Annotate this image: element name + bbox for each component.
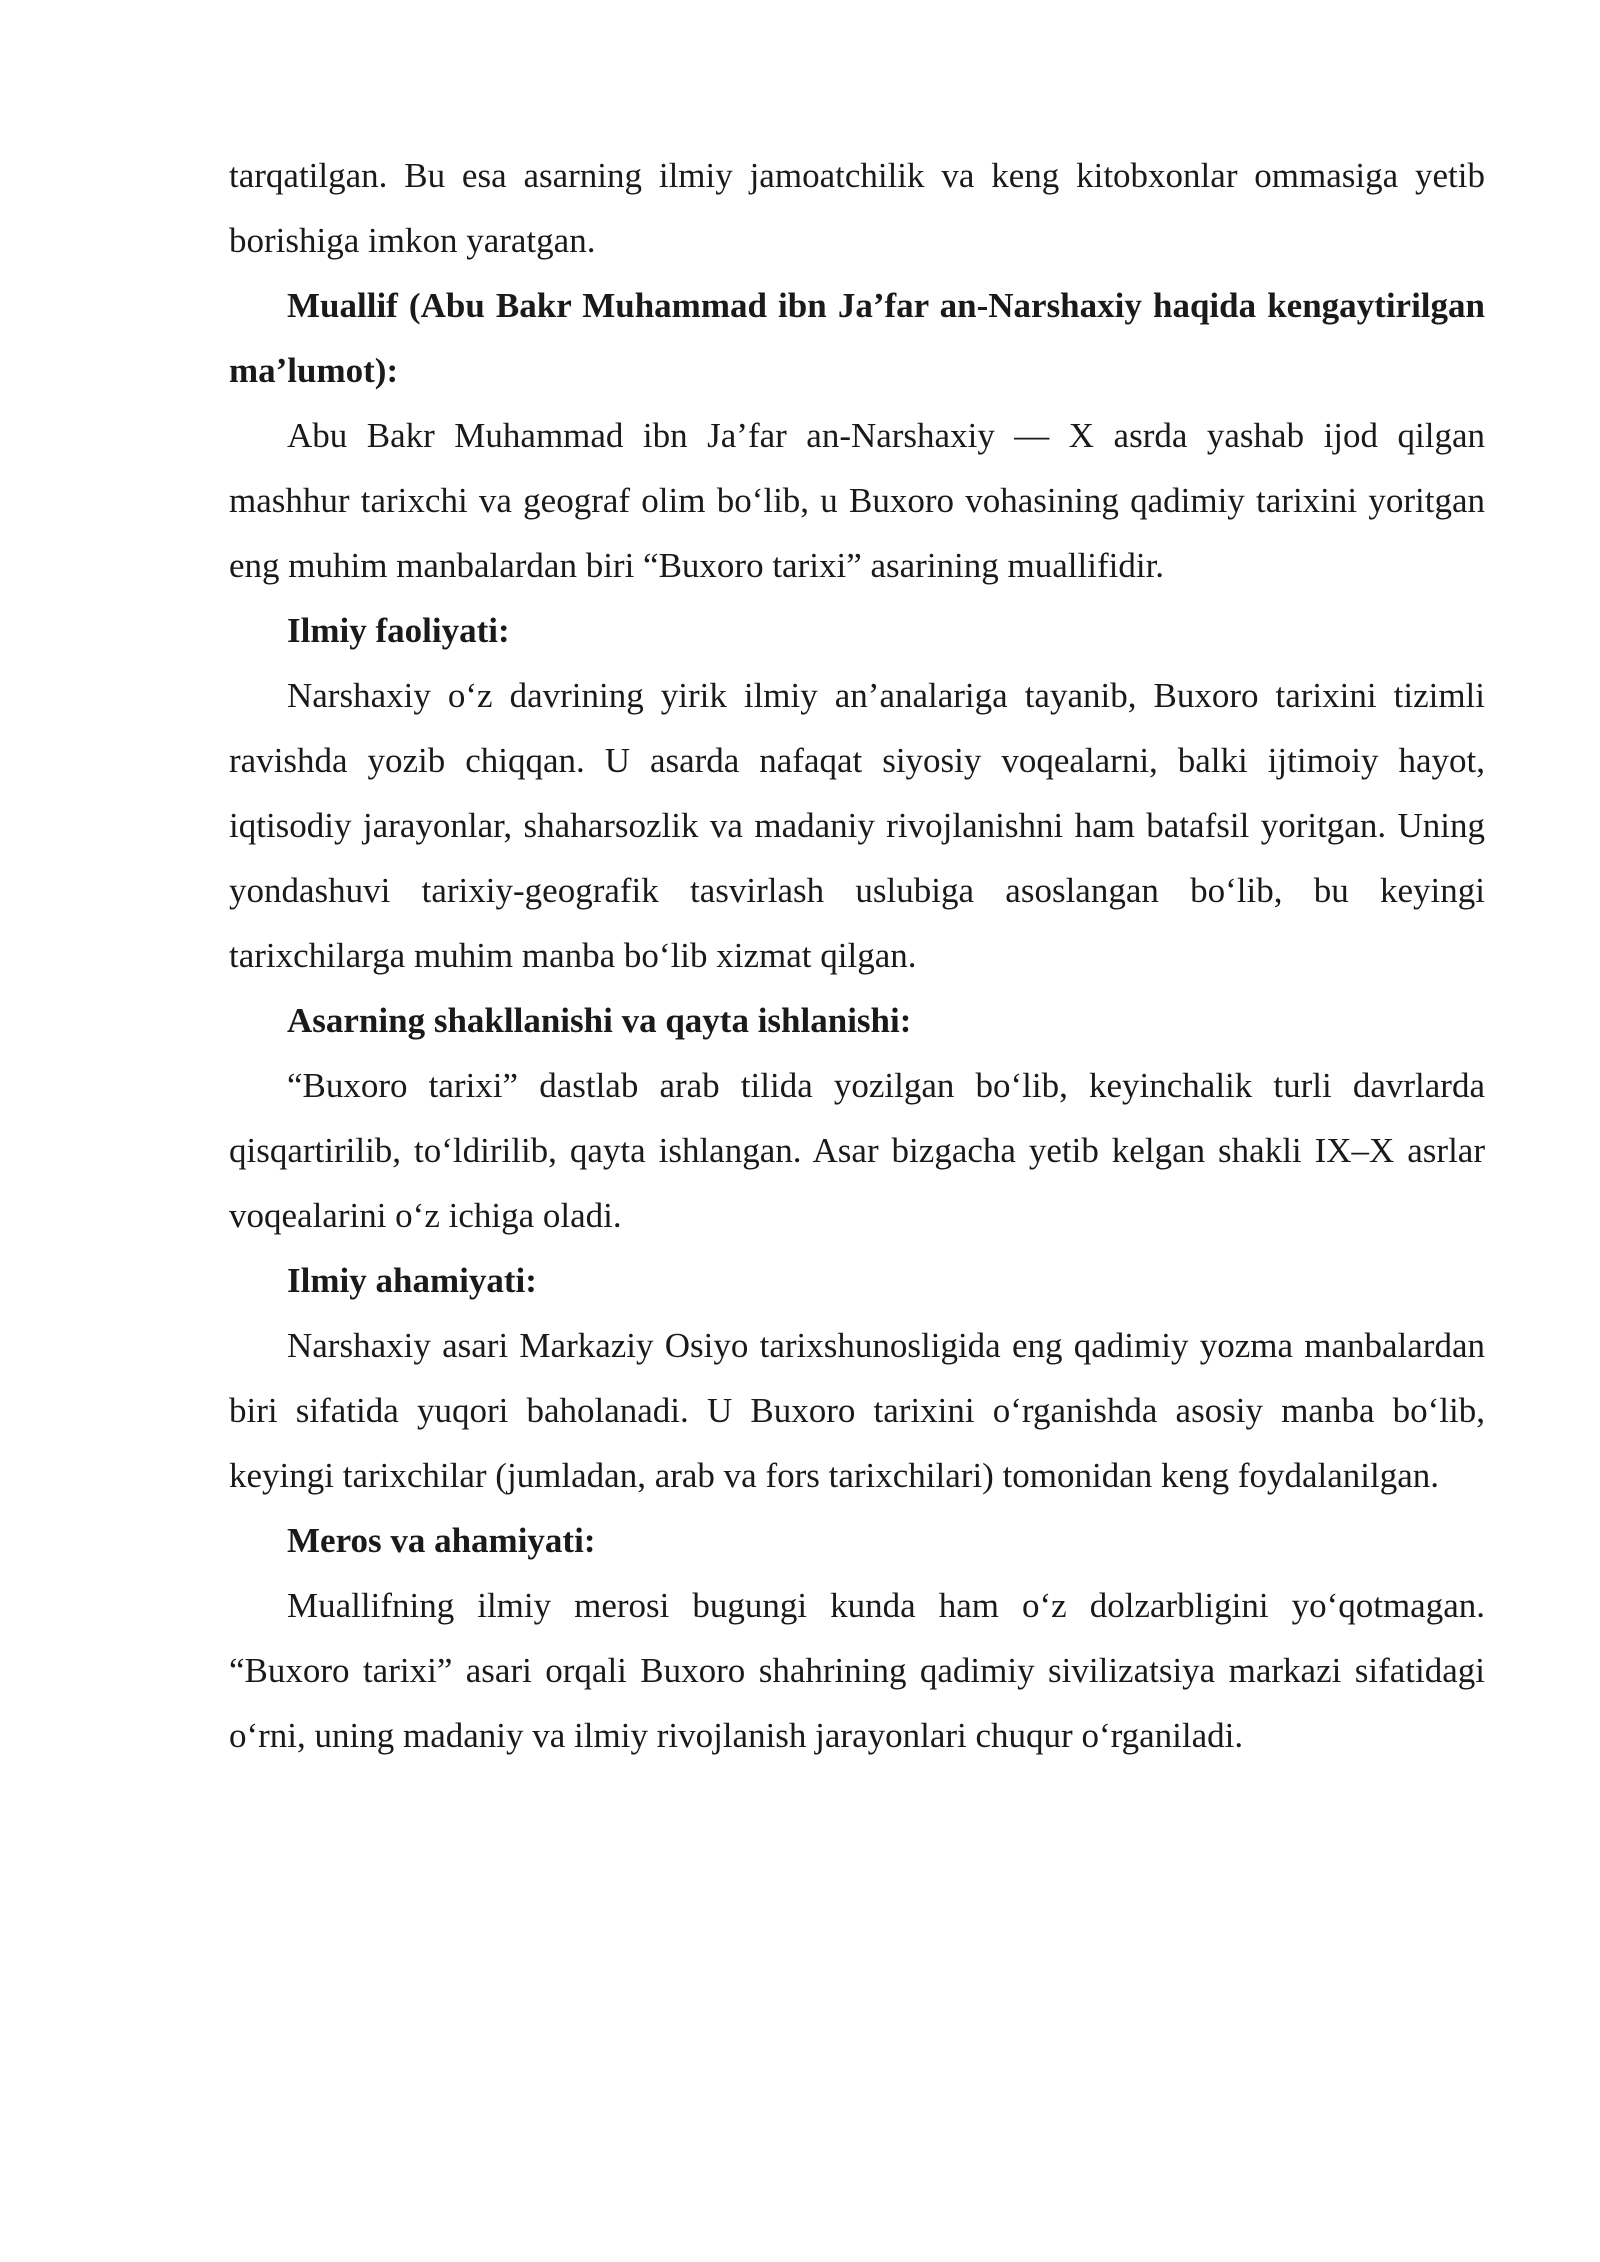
section-body-scientific-activity: Narshaxiy o‘z davrining yirik ilmiy an’analariga tayanib, Buxoro tarixini tizimli ravishda yozib chiqqan. U asarda nafaqat siyosiy voqealarni, balki ijtimoiy hayot, iqtisodiy jarayonlar, shaharsozlik va madaniy rivojlanishni ham batafsil yoritgan. Uning yondashuvi tarixiy-geografik tasvirlash uslubiga asoslangan bo‘lib, bu keyingi tarixchilarga muhim manba bo‘lib xizmat qilgan. bbox=[229, 676, 1485, 975]
section-heading-scientific-significance: Ilmiy ahamiyati: bbox=[287, 1261, 537, 1300]
section-body-author: Abu Bakr Muhammad ibn Ja’far an-Narshaxiy — X asrda yashab ijod qilgan mashhur tarixchi va geograf olim bo‘lib, u Buxoro vohasining qadimiy tarixini yoritgan eng muhim manbalardan biri “Buxoro tarixi” asarining muallifidir. bbox=[229, 416, 1485, 585]
continuation-paragraph: tarqatilgan. Bu esa asarning ilmiy jamoatchilik va keng kitobxonlar ommasiga yetib borishiga imkon yaratgan. bbox=[229, 156, 1485, 260]
section-heading-author: Muallif (Abu Bakr Muhammad ibn Ja’far an-Narshaxiy haqida kengaytirilgan ma’lumot): bbox=[229, 286, 1485, 390]
section-body-formation: “Buxoro tarixi” dastlab arab tilida yozilgan bo‘lib, keyinchalik turli davrlarda qisqartirilib, to‘ldirilib, qayta ishlangan. Asar bizgacha yetib kelgan shakli IX–X asrlar voqealarini o‘z ichiga oladi. bbox=[229, 1066, 1485, 1235]
document-body bbox=[229, 143, 1485, 1768]
section-heading-scientific-activity: Ilmiy faoliyati: bbox=[287, 611, 510, 650]
section-body-scientific-significance: Narshaxiy asari Markaziy Osiyo tarixshunosligida eng qadimiy yozma manbalardan biri sifatida yuqori baholanadi. U Buxoro tarixini o‘rganishda asosiy manba bo‘lib, keyingi tarixchilar (jumladan, arab va fors tarixchilari) tomonidan keng foydalanilgan. bbox=[229, 1326, 1485, 1495]
section-body-legacy: Muallifning ilmiy merosi bugungi kunda ham o‘z dolzarbligini yo‘qotmagan. “Buxoro tarixi” asari orqali Buxoro shahrining qadimiy sivilizatsiya markazi sifatidagi o‘rni, uning madaniy va ilmiy rivojlanish jarayonlari chuqur o‘rganiladi. bbox=[229, 1586, 1485, 1755]
section-heading-formation: Asarning shakllanishi va qayta ishlanishi: bbox=[287, 1001, 912, 1040]
section-heading-legacy: Meros va ahamiyati: bbox=[287, 1521, 596, 1560]
